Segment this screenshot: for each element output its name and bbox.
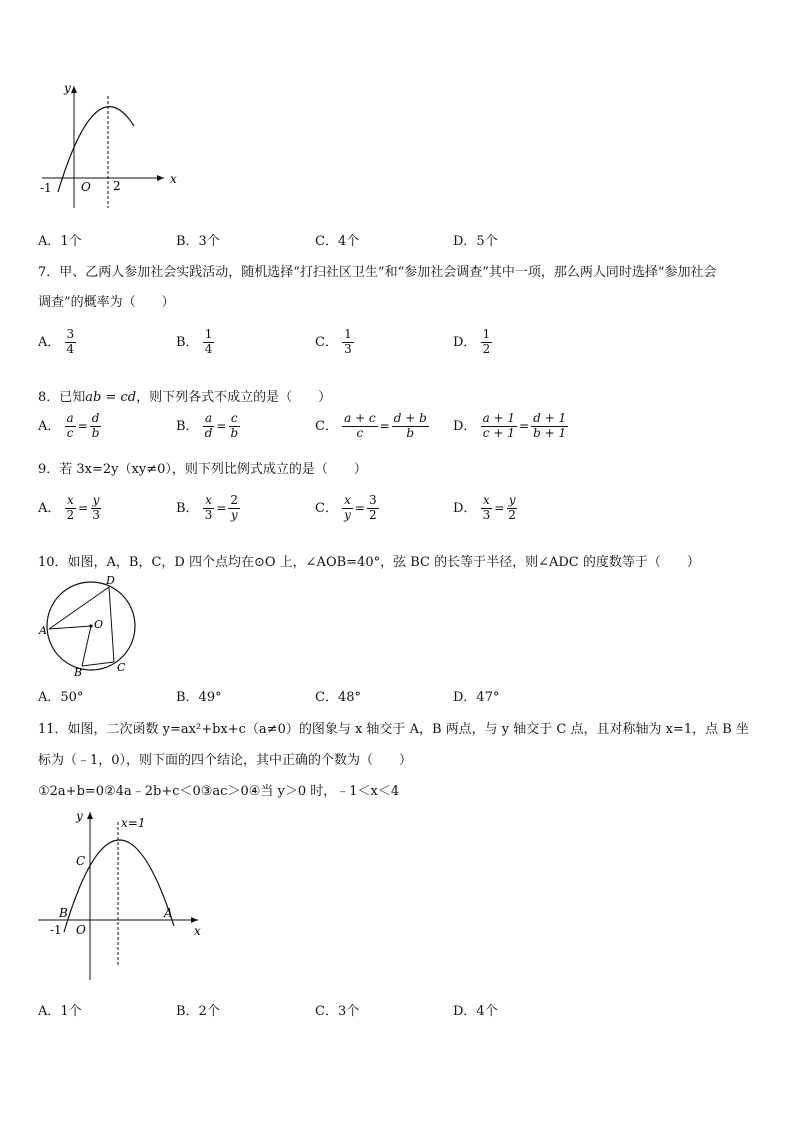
neg-one-label: -1: [40, 181, 52, 195]
circle-figure-q10: [36, 574, 140, 680]
neg-one-label: -1: [50, 923, 62, 937]
q6-option-a[interactable]: A．1个: [38, 234, 82, 249]
q10-option-a[interactable]: A．50°: [38, 690, 84, 705]
point-b-label: B: [59, 906, 68, 920]
origin-label: O: [81, 180, 91, 194]
q11-option-d[interactable]: D．4个: [453, 1004, 498, 1019]
fraction: $\frac{1}{2}$: [482, 327, 491, 356]
two-label: 2: [113, 179, 121, 193]
y-axis-label: y: [76, 809, 83, 823]
q6-option-b[interactable]: B．3个: [176, 234, 220, 249]
parabola-graph-q11: [36, 808, 212, 984]
q11-option-b[interactable]: B．2个: [176, 1004, 220, 1019]
fraction: $\frac{3}{4}$: [66, 327, 75, 356]
origin-label: O: [76, 923, 86, 937]
y-axis-label: y: [64, 81, 71, 95]
q8-option-c[interactable]: C． $\frac{a + c}{c}$ = $\frac{d + b}{b}$: [315, 411, 427, 440]
q8-option-d[interactable]: D． $\frac{a + 1}{c + 1}$ = $\frac{d + 1}{b + 1}$: [453, 411, 567, 440]
q7-option-b[interactable]: B． $\frac{1}{4}$: [176, 327, 213, 356]
parabola-graph-q6: [36, 80, 186, 215]
q9-option-c[interactable]: C． $\frac{x}{y}$ = $\frac{3}{2}$: [315, 493, 377, 522]
q8-option-a[interactable]: A． $\frac{a}{c}$ = $\frac{d}{b}$: [38, 411, 100, 440]
x-axis-label: x: [194, 924, 201, 938]
q8-option-b[interactable]: B． $\frac{a}{d}$ = $\frac{c}{b}$: [176, 411, 239, 440]
fraction: $\frac{1}{4}$: [204, 327, 213, 356]
point-c-label: C: [76, 854, 86, 868]
q11-option-c[interactable]: C．3个: [315, 1004, 360, 1019]
q7-option-c[interactable]: C． $\frac{1}{3}$: [315, 327, 352, 356]
q7-option-d[interactable]: D． $\frac{1}{2}$: [453, 327, 491, 356]
x-axis-label: x: [170, 172, 177, 186]
q6-option-c[interactable]: C．4个: [315, 234, 360, 249]
q11-stem-line2: 标为（﹣1，0），则下面的四个结论，其中正确的个数为（ ）: [38, 753, 413, 768]
point-d-label: D: [106, 574, 115, 587]
point-b-label: B: [74, 666, 83, 679]
q7-option-a[interactable]: A． $\frac{3}{4}$: [38, 327, 75, 356]
q10-option-c[interactable]: C．48°: [315, 690, 361, 705]
fraction: $\frac{1}{3}$: [344, 327, 352, 356]
q10-option-d[interactable]: D．47°: [453, 690, 500, 705]
point-c-label: C: [117, 661, 126, 674]
q9-stem: 9．若 3x=2y（xy≠0），则下列比例式成立的是（ ）: [38, 462, 367, 477]
q11-stem-line1: 11．如图，二次函数 y=ax²+bx+c（a≠0）的图象与 x 轴交于 A，B 两点，与 y 轴交于 C 点，且对称轴为 x=1，点 B 坐: [38, 722, 749, 737]
q7-stem-line2: 调查”的概率为（ ）: [38, 295, 175, 310]
q7-stem-line1: 7．甲、乙两人参加社会实践活动，随机选择“打扫社区卫生”和“参加社会调查”其中一项，那么两人同时选择“参加社会: [38, 265, 717, 280]
q9-option-b[interactable]: B． $\frac{x}{3}$ = $\frac{2}{y}$: [176, 493, 239, 522]
point-a-label: A: [164, 906, 173, 920]
q10-stem: 10．如图，A，B，C，D 四个点均在⊙O 上，∠AOB=40°，弦 BC 的长等于半径，则∠ADC 的度数等于（ ）: [38, 555, 700, 570]
q11-statements: ①2a+b=0②4a﹣2b+c＜0③ac＞0④当 y＞0 时，﹣1＜x＜4: [38, 784, 400, 799]
q11-option-a[interactable]: A．1个: [38, 1004, 82, 1019]
q8-stem: 8．已知ab = cd，则下列各式不成立的是（ ）: [38, 390, 332, 405]
point-a-label: A: [39, 624, 47, 637]
q6-option-d[interactable]: D．5个: [453, 234, 498, 249]
symmetry-axis-label: x=1: [121, 816, 146, 830]
q10-option-b[interactable]: B．49°: [176, 690, 222, 705]
q9-option-d[interactable]: D． $\frac{x}{3}$ = $\frac{y}{2}$: [453, 493, 516, 522]
point-o-label: O: [94, 618, 104, 631]
q9-option-a[interactable]: A． $\frac{x}{2}$ = $\frac{y}{3}$: [38, 493, 100, 522]
